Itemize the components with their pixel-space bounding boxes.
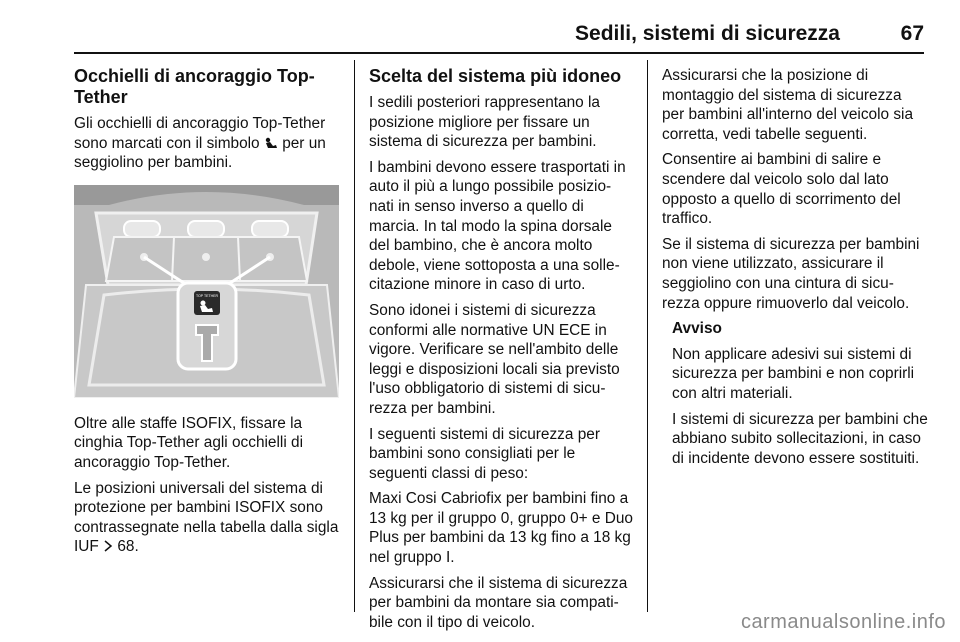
paragraph: I seguenti sistemi di sicurezza per bambini sono consigliati per le seguenti classi di peso: xyxy=(369,425,600,482)
paragraph-iuf xyxy=(74,479,344,557)
column-3 xyxy=(662,66,928,474)
paragraph: Assicurarsi che la posizione di montaggio del sistema di sicurezza per bambini all'interno del veicolo sia corretta, vedi tabelle seguenti. xyxy=(662,67,914,143)
paragraph: I bambini devono essere trasportati in auto il più a lungo possibile posizio-nati in senso inverso a quello di marcia. In tal modo la spina dorsale del bambino, che è ancora molto debole, viene sottoposta a una solle-citazione minore in caso di urto. xyxy=(369,158,626,294)
paragraph: Se il sistema di sicurezza per bambini non viene utilizzato, assicurare il seggiolino con una cintura di sicu-rezza oppure rimuoverlo dal veicolo. xyxy=(662,235,920,312)
notice-title: Avviso xyxy=(672,320,722,338)
page-number: 67 xyxy=(900,22,924,45)
paragraph: Assicurarsi che il sistema di sicurezza per bambini da montare sia compati-bile con il tipo di veicolo. xyxy=(369,574,628,631)
header-title: Sedili, sistemi di sicurezza xyxy=(575,22,840,45)
intro-text-end: per un seggiolino per bambini. xyxy=(74,134,326,172)
child-seat-icon xyxy=(264,135,278,147)
section-heading-top-tether: Occhielli di ancoraggio Top-Tether xyxy=(74,66,315,107)
column-divider-1 xyxy=(354,60,355,612)
trunk-illustration xyxy=(74,185,339,398)
iuf-text: Le posizioni universali del sistema di protezione per bambini ISOFIX sono contrassegnate nella tabella dalla sigla IUF xyxy=(74,479,339,556)
page-reference-link[interactable]: 68. xyxy=(117,538,139,556)
paragraph-isofix: Oltre alle staffe ISOFIX, fissare la cinghia Top-Tether agli occhielli di ancoraggio Top-Tether. xyxy=(74,414,303,471)
badge-text: TOP TETHER xyxy=(196,293,218,298)
column-divider-2 xyxy=(647,60,648,612)
paragraph-intro xyxy=(74,114,344,173)
paragraph: I sedili posteriori rappresentano la posizione migliore per fissare un sistema di sicurezza per bambini. xyxy=(369,94,600,151)
header-rule xyxy=(74,52,924,54)
paragraph: Sono idonei i sistemi di sicurezza conformi alle normative UN ECE in vigore. Verificare se nell'ambito delle leggi e disposizioni locali sia previsto l'uso obbligatorio di sistemi di sicu-rezza per bambini. xyxy=(369,301,620,417)
paragraph: Maxi Cosi Cabriofix per bambini fino a 13 kg per il gruppo 0, gruppo 0+ e Duo Plus per bambini da 13 kg fino a 18 kg nel gruppo I. xyxy=(369,490,633,567)
intro-text: Gli occhielli di ancoraggio Top-Tether sono marcati con il simbolo xyxy=(74,115,326,152)
notice-box xyxy=(662,319,928,468)
cross-reference-icon xyxy=(103,538,113,550)
notice-paragraph: Non applicare adesivi sui sistemi di sicurezza per bambini e non coprirli con altri materiali. xyxy=(672,345,915,402)
section-heading-choice: Scelta del sistema più idoneo xyxy=(369,66,622,86)
notice-paragraph: I sistemi di sicurezza per bambini che abbiano subito sollecitazioni, in caso di incidente devono essere sostituiti. xyxy=(672,410,928,467)
paragraph: Consentire ai bambini di salire e scendere dal veicolo solo dal lato opposto a quello di scorrimento del traffico. xyxy=(662,151,901,228)
watermark: carmanualsonline.info xyxy=(740,611,946,633)
column-2 xyxy=(369,66,635,638)
column-1 xyxy=(74,66,344,563)
